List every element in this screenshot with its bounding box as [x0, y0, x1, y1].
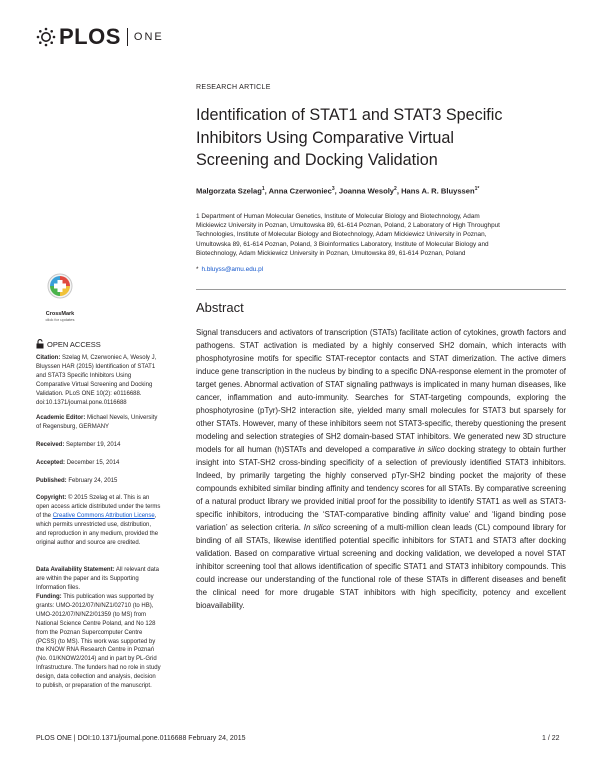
copyright-label: Copyright:	[36, 495, 67, 501]
abstract-text: screening of a multi-million clean leads (CL) compound library for binding of all STATs, likewise identified potential specific inhibitors for STAT1 and STAT3 after docking validation. Based on comparative virtual screening and docking validation, we developed a novel STAT inhibitor screening tool that allows identification of specific STAT1 and STAT3 inhibitory compounds. This could increase our understanding of the functional role of these STATs in different diseases and benefit the clinical need for more drugable STAT inhibitors with high specificity, potency and excellent bioavailability.	[196, 523, 566, 611]
affiliation-line: 1 Department of Human Molecular Genetics, Institute of Molecular Biology and Biotechnology, Adam	[196, 213, 480, 220]
abstract-paragraph	[196, 326, 566, 612]
published-date: February 24, 2015	[68, 478, 118, 484]
abstract-text: docking strategy to obtain further insight into STAT-SH2 cross-binding specificity of a selection of previously identified STAT3 inhibitors. Indeed, by primarily targeting the highly conserved pTyr-SH2 binding pocket the majority of these compounds exhibited similar binding affinity and tendency scores for all STATs. By comparative screening of a natural product library we provided initial proof for the possibility to identify STAT1 as well as STAT3-specific inhibitors, introducing the ‘STAT-comparative binding affinity value’ and ‘ligand binding pose variation’ as selection criteria.	[196, 445, 566, 533]
published-block	[36, 477, 162, 486]
copyright-text-after: , which permits unrestricted use, distribution, and reproduction in any medium, provided the original author and source are credited.	[36, 512, 159, 546]
logo-divider	[127, 28, 128, 46]
footer-citation: PLOS ONE | DOI:10.1371/journal.pone.0116688 February 24, 2015	[36, 735, 246, 742]
copyright-block	[36, 494, 162, 547]
affiliation-line: Umultowska 89, 61-614 Poznan, Poland, 3 Bioinformatics Laboratory, Institute of Molecular Biology and	[196, 240, 489, 248]
author-name: Joanna Wesoly	[338, 186, 395, 196]
license-link[interactable]: Creative Commons Attribution License	[52, 512, 155, 519]
title-line: Inhibitors Using Comparative Virtual	[196, 128, 454, 147]
academic-editor-text: Michael Nevels, University of Regensburg, GERMANY	[36, 415, 158, 430]
data-availability-label: Data Availability Statement:	[36, 567, 115, 573]
title-line: Screening and Docking Validation	[196, 151, 438, 169]
open-lock-icon	[36, 339, 44, 349]
author-affil-sup: 2	[394, 186, 397, 192]
funding-text: This publication was supported by grants: UMO-2012/07/N/NZ1/02710 (to HB), UMO-2012/07/N/NZ2/01359 (to MS) from National Science Centre Poland, and No 128 from the Poznan Supercomputer Centre (PCSS) (to MS). This work was supported by the KNOW RNA Research Centre in Poznań (No. 01/KNOW2/2014) and in part by PL-Grid Infrastructure. The funders had no role in study design, data collection and analysis, decision to publish, or preparation of the manuscript.	[36, 594, 161, 690]
abstract-body	[196, 326, 566, 612]
data-availability-text: All relevant data are within the paper and its Supporting Information files.	[36, 567, 159, 591]
copyright-text: © 2015 Szelag et al. This is an open access article distributed under the terms of the	[36, 495, 161, 519]
journal-name: PLOS	[59, 24, 121, 49]
article-title	[196, 104, 566, 172]
author-affil-sup: 3	[331, 186, 335, 192]
academic-editor-block	[36, 414, 162, 432]
page-number: 1 / 22	[542, 735, 560, 742]
section-divider	[196, 289, 566, 290]
citation-text: Szelag M, Czerwoniec A, Wesoly J, Bluyssen HAR (2015) Identification of STAT1 and STAT3 Specific Inhibitors Using Comparative Virtual Screening and Docking Validation. PLoS ONE 10(2): e0116688. doi:10.1371/journal.pone.0116688	[36, 355, 157, 406]
affiliation-line: Technologies, Institute of Molecular Biology and Biotechnology, Adam Mickiewicz University in Poznan,	[196, 231, 487, 239]
plos-logo-icon	[36, 27, 56, 47]
article-type: RESEARCH ARTICLE	[196, 84, 271, 91]
crossmark-sublabel: click for updates	[45, 317, 75, 322]
crossmark-icon	[40, 272, 80, 306]
published-label: Published:	[36, 478, 67, 484]
abstract-italic: In silico	[303, 523, 331, 533]
received-label: Received:	[36, 442, 65, 448]
author-list: Malgorzata Szelag$^1$, Anna Czerwoniec$^3$, Joanna Wesoly$^2$, Hans A. R. Bluyssen$^{1*}$	[196, 186, 480, 196]
journal-logo	[36, 24, 164, 50]
funding-block	[36, 593, 162, 691]
accepted-label: Accepted:	[36, 460, 66, 466]
data-availability-block	[36, 566, 162, 593]
affiliations	[196, 212, 566, 258]
open-access-badge	[36, 339, 101, 349]
received-date: September 19, 2014	[66, 442, 121, 448]
abstract-heading: Abstract	[196, 300, 244, 315]
funding-label: Funding:	[36, 594, 62, 600]
accepted-date: December 15, 2014	[66, 460, 120, 466]
citation-block	[36, 354, 162, 407]
affiliation-line: Biotechnology, Adam Mickiewicz University in Poznan, Umultowska 89, 61-614 Poznan, Poland	[196, 249, 466, 257]
title-line: Identification of STAT1 and STAT3 Specific	[196, 106, 503, 124]
corresponding-email[interactable]	[196, 266, 566, 273]
author-affil-sup: 1	[261, 186, 265, 192]
asterisk-icon: *	[196, 266, 199, 273]
accepted-block	[36, 459, 162, 468]
crossmark-badge[interactable]	[40, 272, 80, 322]
author-affil-sup: 1*	[474, 186, 480, 192]
academic-editor-label: Academic Editor:	[36, 415, 86, 421]
author-name: Hans A. R. Bluyssen	[401, 186, 475, 196]
abstract-italic: in silico	[418, 445, 445, 455]
open-access-label: OPEN ACCESS	[47, 339, 101, 349]
received-block	[36, 441, 162, 450]
abstract-text: Signal transducers and activators of transcription (STATs) facilitate action of cytokines, growth factors and pathogens. STAT activation is mediated by a highly conserved SH2 domain, which interacts with phosphotyrosine motifs for specific STAT-receptor contacts and STAT dimerization. The active dimers induce gene transcription in the nucleus by binding to a specific DNA-response element in the promoter of target genes. Abnormal activation of STAT signaling pathways is implicated in many human diseases, like cancer, inflammation and auto-immunity. Searches for STAT-targeting compounds, exploring the phosphotyrosine (pTyr)-SH2 interaction site, yielded many small molecules for STAT3 but sparsely for other STATs. However, many of these inhibitors seem not STAT3-specific, thereby questioning the present modeling and selection strategies of SH2 domain-based STAT inhibitors. We generated new 3D structure models for all human (h)STATs and developed a comparative	[196, 328, 566, 455]
author-name: Malgorzata Szelag	[196, 186, 262, 196]
crossmark-label: CrossMark	[45, 311, 75, 317]
journal-sub: ONE	[133, 31, 164, 43]
citation-label: Citation:	[36, 355, 61, 361]
email-address: h.bluyss@amu.edu.pl	[201, 266, 264, 273]
author-name: Anna Czerwoniec	[268, 186, 332, 196]
affiliation-line: Mickiewicz University in Poznan, Umultowska 89, 61-614 Poznan, Poland, 2 Laboratory of High Throughput	[196, 222, 500, 230]
